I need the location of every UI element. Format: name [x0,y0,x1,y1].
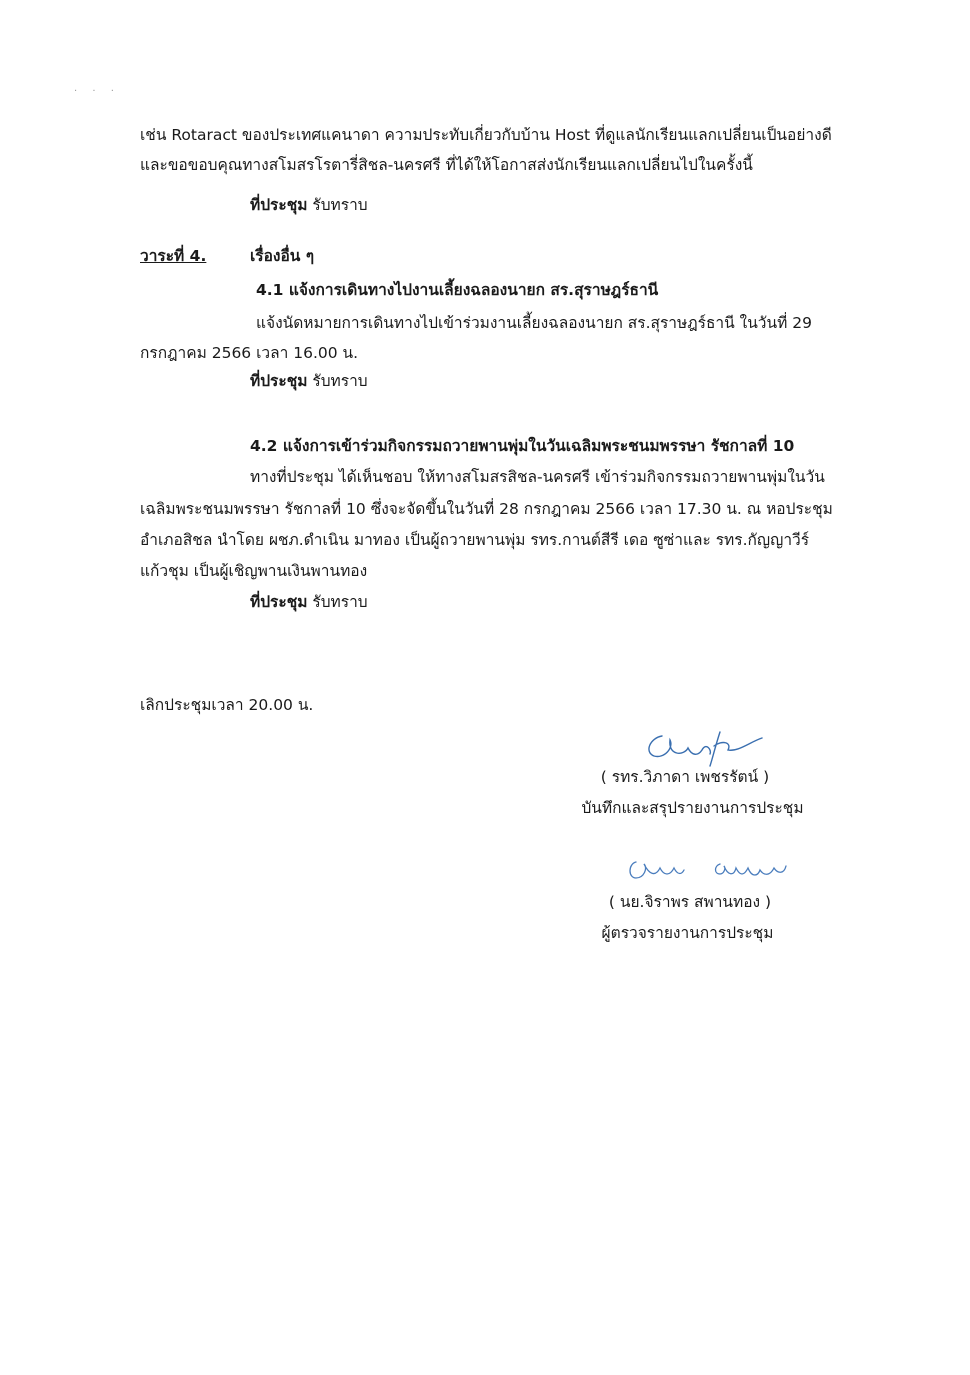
item-4-1-line-1: แจ้งนัดหมายการเดินทางไปเข้าร่วมงานเลี้ยงฉลองนายก สร.สุราษฎร์ธานี ในวันที่ 29 [256,314,812,332]
signature-2-name: ( นย.จิราพร สพานทอง ) [608,893,772,911]
signature-2-scribble [624,852,794,886]
resolution-3 [250,591,368,613]
signature-1-name: ( รทร.วิภาดา เพชรรัตน์ ) [600,768,770,786]
resolution-2 [250,370,368,392]
intro-line-2: และขอขอบคุณทางสโมสรโรตารี่สิชล-นครศรี ที่ได้ให้โอกาสส่งนักเรียนแลกเปลี่ยนไปในครั้งนี้ [140,156,753,174]
resolution-value: รับทราบ [312,196,368,214]
item-4-1-heading: 4.1 แจ้งการเดินทางไปงานเลี้ยงฉลองนายก สร.สุราษฎร์ธานี [256,281,659,299]
signature-1-scribble [640,726,770,768]
scan-speck: · · · [74,86,120,97]
resolution-value: รับทราบ [312,593,368,611]
resolution-label: ที่ประชุม [250,593,308,611]
signature-2-role: ผู้ตรวจรายงานการประชุม [601,924,774,942]
resolution-label: ที่ประชุม [250,372,308,390]
agenda-title: เรื่องอื่น ๆ [250,247,315,265]
resolution-value: รับทราบ [312,372,368,390]
intro-line-1: เช่น Rotaract ของประเทศแคนาดา ความประทับเกี่ยวกับบ้าน Host ที่ดูแลนักเรียนแลกเปลี่ยนเป็นอย่างดี [140,126,832,144]
item-4-2-line-3: อำเภอสิชล นำโดย ผชภ.ดำเนิน มาทอง เป็นผู้ถวายพานพุ่ม รทร.กานต์สีรี เดอ ซูซ่าและ รทร.กัญญาวีร์ [140,531,810,549]
resolution-label: ที่ประชุม [250,196,308,214]
item-4-2-heading: 4.2 แจ้งการเข้าร่วมกิจกรรมถวายพานพุ่มในวันเฉลิมพระชนมพรรษา รัชกาลที่ 10 [250,437,795,455]
signature-1-role: บันทึกและสรุปรายงานการประชุม [581,799,804,817]
resolution-1 [250,194,368,216]
item-4-2-line-1: ทางที่ประชุม ได้เห็นชอบ ให้ทางสโมสรสิชล-นครศรี เข้าร่วมกิจกรรมถวายพานพุ่มในวัน [250,468,825,486]
agenda-label: วาระที่ 4. [140,247,207,265]
item-4-2-line-4: แก้วชุม เป็นผู้เชิญพานเงินพานทอง [140,562,368,580]
item-4-2-line-2: เฉลิมพระชนมพรรษา รัชกาลที่ 10 ซึ่งจะจัดขึ้นในวันที่ 28 กรกฎาคม 2566 เวลา 17.30 น. ณ หอประชุม [140,500,833,518]
closing-time: เลิกประชุมเวลา 20.00 น. [140,696,314,714]
item-4-1-line-2: กรกฎาคม 2566 เวลา 16.00 น. [140,344,359,362]
